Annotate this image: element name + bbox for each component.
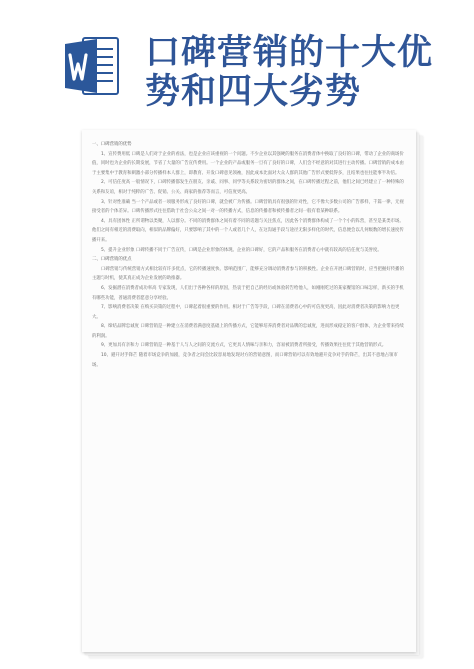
word-document-icon bbox=[63, 35, 121, 97]
paragraph: 4、具有团体性 正所谓物以类聚，人以群分。不同的消费群体之间有着不同的话题与关注焦点，因此各个消费群体构成了一个个小的阵营，甚至是某类市场。他们之间有相近的消费取向，相似的品牌偏好，只要影响了其中的一个人或者几个人，在这沟通手段与途径无限多样化的时代，信息便会以几何级数的增长速度传播开来。 bbox=[92, 218, 404, 243]
paragraph: 2、可信任度高 一般情况下，口碑传播都发生在朋友、亲戚、同事、同学等关系较为密切的群体之间，在口碑传播过程之前，他们之间已经建立了一种特殊的关系和友谊，相对于纯粹的广告、促销、公关、商家的推荐等而言，可信度更高。 bbox=[92, 180, 404, 195]
section-heading: 二、口碑营销的优点 bbox=[92, 257, 132, 263]
paragraph: 口碑营销与传统营销方式相比较有许多优点，它的传播速度快、影响范围广，能够充分调动消费者参与的积极性。企业在开展口碑营销时，应当把握好传播的主题与时机，使其真正成为企业发展的助推器。 bbox=[92, 266, 404, 282]
page-title-line-2: 势和四大劣势 bbox=[145, 72, 362, 112]
header bbox=[0, 0, 474, 120]
document-preview bbox=[82, 130, 416, 652]
section-heading: 一、口碑营销的优势 bbox=[92, 142, 132, 147]
paragraph: 9、更加具有亲和力 口碑营销是一种基于人与人之间的交流方式，它更具人情味与亲和力，容易被消费者所接受，传播效果往往优于其他营销形式。 bbox=[101, 343, 387, 349]
paragraph: 3、针对性准确 当一个产品或者一项服务形成了良好的口碑，就会被广为传播。口碑营销具有很强的针对性，它不像大多数公司的广告那样，千篇一律，无视接受者的个体差异。口碑传播形式往往借助于社会公众之间一对一的传播方式，信息的传播者和被传播者之间一般有着某种联系。 bbox=[92, 199, 404, 215]
document-page bbox=[82, 130, 416, 652]
document-body bbox=[92, 140, 404, 370]
paragraph: 6、发掘潜在消费者成功率高 专家发现，人们出于各种各样的原因，热衷于把自己的经历或体验转告给他人，如刚刚吃过的某家餐馆的口味怎样，新买的手机有哪些功能，普通消费者愿意分享经验。 bbox=[92, 285, 404, 301]
paragraph: 10、避开对手锋芒 随着市场竞争的加剧，竞争者之间会比较容易地发现对方的营销意图，而口碑营销可以有效地避开竞争对手的锋芒，出其不意地占领市场。 bbox=[92, 353, 398, 368]
paragraph: 8、缔结品牌忠诚度 口碑营销是一种建立在消费者满意度基础上的传播方式，它能够培养消费者对品牌的忠诚度，进而形成稳定的客户群体，为企业带来持续的利润。 bbox=[92, 324, 404, 339]
paragraph: 1、宣传费用低 口碑是人们对于企业的看法，也是企业应该重视的一个问题。不少企业以其强硬的服务在消费者体中换取了良好的口碑，带动了企业的商场价值，同时也为企业的长期发展，节省了大量的广告宣传费用。一个企业的产品或服务一旦有了良好的口碑，人们会不经意的对其进行主动传播。口碑营销的成本由于主要集中于教育和刺激小部分传播样本人群上，即教育、开发口碑意见领袖，因此成本比面对大众人群的其他广告形式要低得多，且结果也往往能事半功倍。 bbox=[92, 151, 404, 176]
paragraph: 5、提升企业形象 口碑传播不同于广告宣传，口碑是企业形象的体现。企业的口碑好，它的产品和服务在消费者心中就有较高的信任度与美誉度。 bbox=[101, 247, 382, 253]
paragraph: 7、影响消费者决策 在购买决策的过程中，口碑起着很重要的作用。相对于广告等手段，口碑在消费者心中的可信度更高，因此对消费者决策的影响力也更大。 bbox=[92, 305, 400, 320]
page-title-line-1: 口碑营销的十大优 bbox=[145, 33, 434, 73]
